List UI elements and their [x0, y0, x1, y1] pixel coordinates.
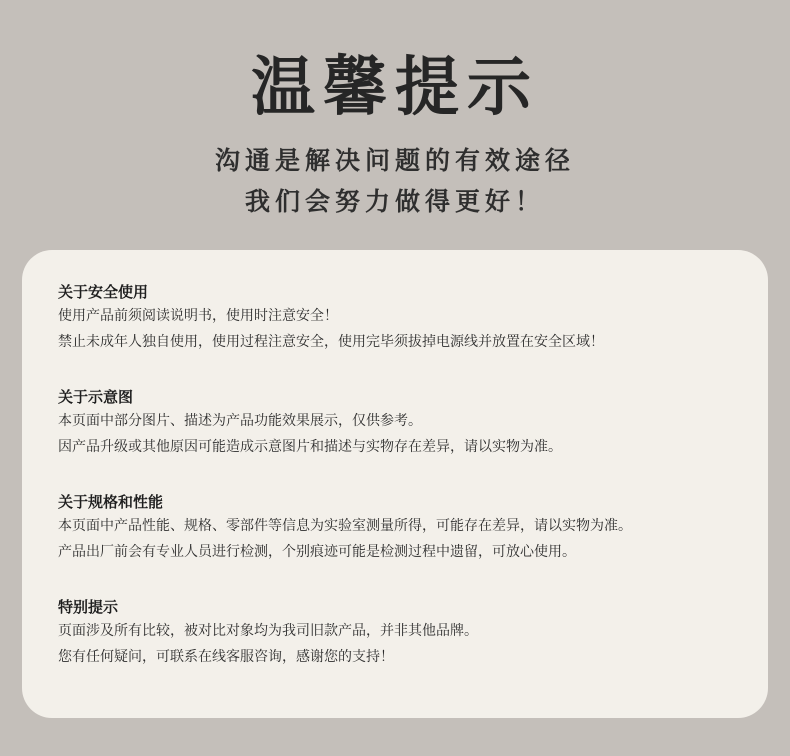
section-special-notice [58, 596, 758, 670]
section-line: 您有任何疑问，可联系在线客服咨询，感谢您的支持！ [58, 649, 394, 665]
section-line: 页面涉及所有比较，被对比对象均为我司旧款产品，并非其他品牌。 [58, 623, 478, 639]
section-title: 关于规格和性能 [58, 493, 164, 511]
subtitle-line-2: 我们会努力做得更好！ [244, 187, 545, 216]
subtitle-line-1: 沟通是解决问题的有效途径 [214, 146, 575, 175]
notice-card [22, 250, 768, 718]
section-line: 产品出厂前会有专业人员进行检测，个别痕迹可能是检测过程中遗留，可放心使用。 [58, 544, 576, 560]
section-safety [58, 281, 758, 355]
section-line: 禁止未成年人独自使用，使用过程注意安全，使用完毕须拔掉电源线并放置在安全区域！ [58, 334, 604, 350]
section-title: 关于示意图 [58, 388, 134, 406]
section-line: 使用产品前须阅读说明书，使用时注意安全！ [58, 308, 338, 324]
section-line: 因产品升级或其他原因可能造成示意图片和描述与实物存在差异，请以实物为准。 [58, 439, 562, 455]
section-line: 本页面中产品性能、规格、零部件等信息为实验室测量所得，可能存在差异，请以实物为准。 [58, 518, 632, 534]
page-title: 温馨提示 [251, 51, 539, 125]
section-specs [58, 491, 758, 565]
section-illustration [58, 386, 758, 460]
section-line: 本页面中部分图片、描述为产品功能效果展示，仅供参考。 [58, 413, 422, 429]
section-title: 特别提示 [58, 598, 119, 616]
section-title: 关于安全使用 [58, 283, 149, 301]
